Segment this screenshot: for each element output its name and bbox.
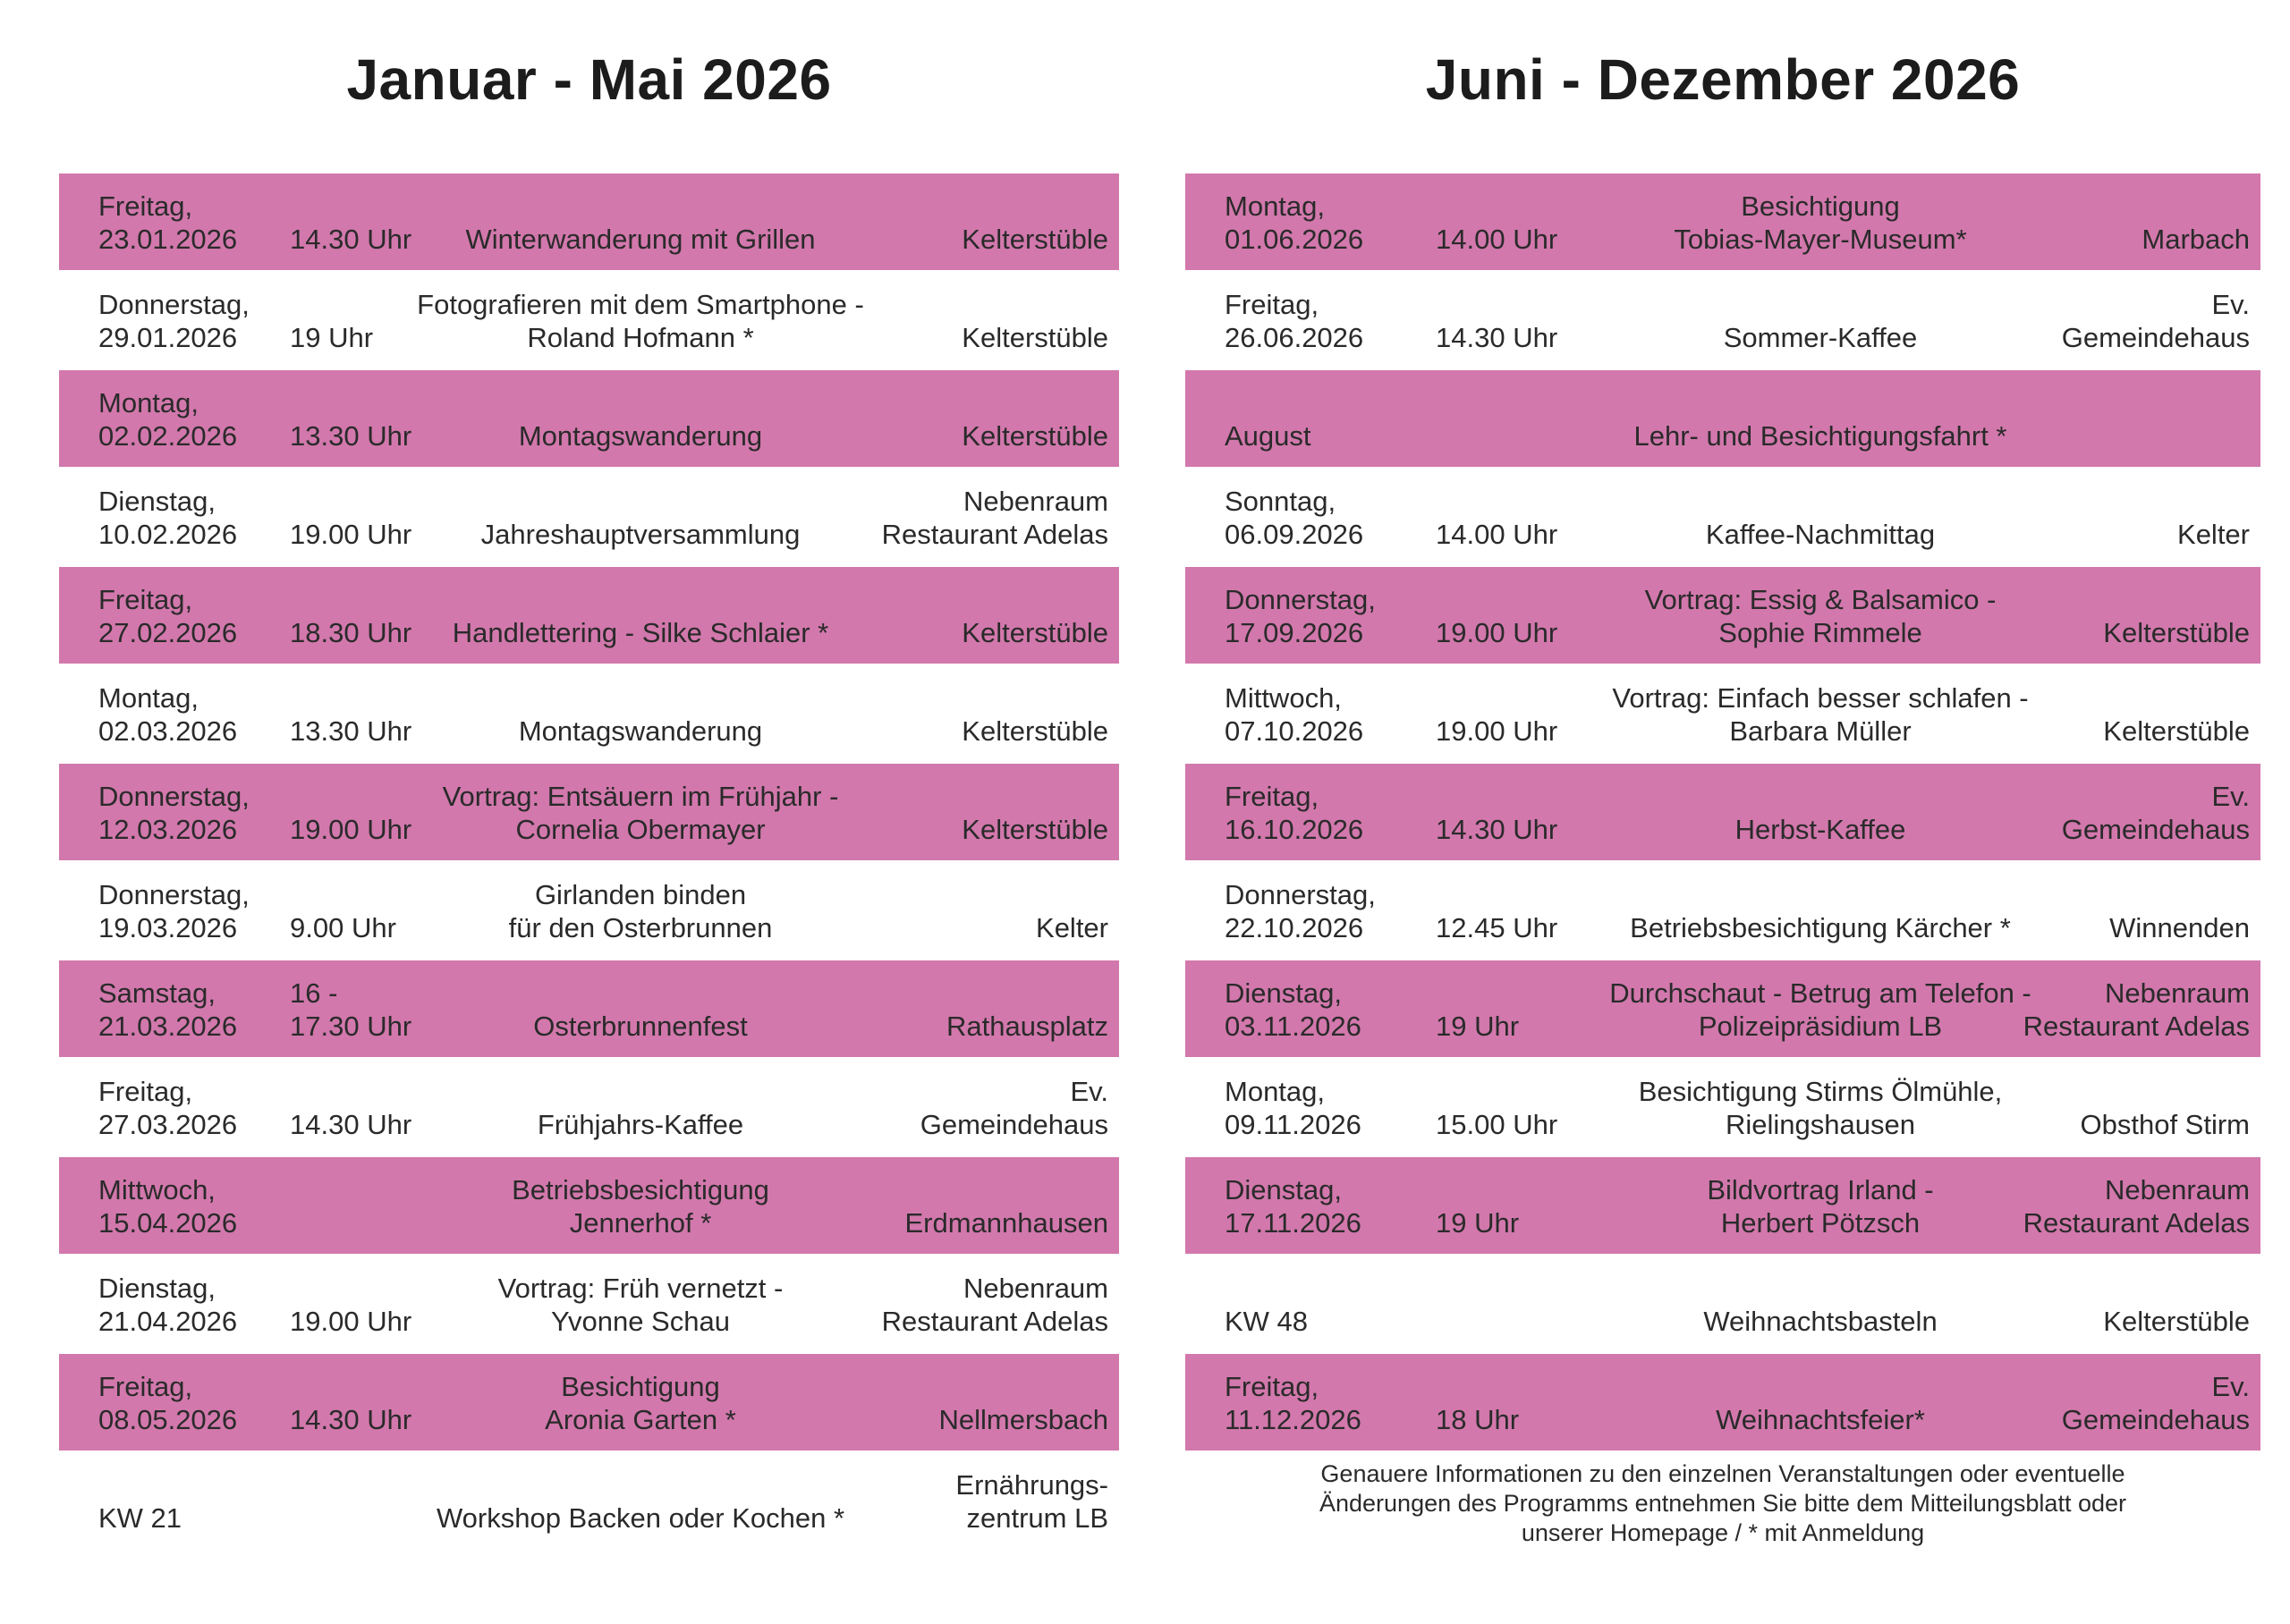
event-title: Weihnachtsfeier* <box>1716 1404 1925 1435</box>
event-time: 14.00 Uhr <box>1436 519 1558 550</box>
event-time: 19 Uhr <box>1436 1207 1520 1239</box>
event-weekday: Donnerstag, <box>98 879 250 910</box>
event-weekday: Freitag, <box>1225 289 1319 320</box>
event-date <box>1225 681 1363 748</box>
event-location: Ev. Gemeindehaus <box>2061 289 2250 353</box>
event-time: 19 Uhr <box>1436 1011 1520 1042</box>
event-date <box>98 386 237 453</box>
footnote: Genauere Informationen zu den einzelnen Veranstaltungen oder eventuelle Änderungen des Programms entnehmen Sie bitte dem Mitteilungsblatt oder unserer Homepage / * mit Anmeldung <box>1319 1460 2126 1546</box>
column-title: Juni - Dezember 2026 <box>1425 47 2021 112</box>
event-date <box>98 878 250 944</box>
event-date <box>98 1272 237 1338</box>
event-title: Jahreshauptversammlung <box>480 519 801 550</box>
event-weekday: Mittwoch, <box>1225 682 1342 714</box>
event-weekday: Freitag, <box>98 190 193 222</box>
event-location: Nebenraum Restaurant Adelas <box>2023 977 2250 1042</box>
event-time: 9.00 Uhr <box>290 912 396 943</box>
event-date-value: 15.04.2026 <box>98 1207 238 1239</box>
event-location: Kelter <box>2177 519 2250 550</box>
event-row <box>59 960 1119 1057</box>
event-title: Workshop Backen oder Kochen * <box>436 1502 845 1534</box>
event-location: Obsthof Stirm <box>2080 1109 2250 1140</box>
event-location: Nebenraum Restaurant Adelas <box>881 1273 1108 1337</box>
event-title: Handlettering - Silke Schlaier * <box>452 617 829 648</box>
event-row <box>1185 1354 2260 1451</box>
event-weekday: Donnerstag, <box>1225 879 1376 910</box>
event-date-value: KW 48 <box>1225 1306 1309 1337</box>
event-date <box>1225 485 1363 551</box>
event-date-value: 29.01.2026 <box>98 322 238 353</box>
event-row <box>59 370 1119 467</box>
event-weekday: Sonntag, <box>1225 486 1336 517</box>
event-date-value: 12.03.2026 <box>98 814 238 845</box>
event-location: Ev. Gemeindehaus <box>2061 781 2250 845</box>
event-weekday: Montag, <box>98 682 199 714</box>
event-time: 14.30 Uhr <box>1436 814 1558 845</box>
event-time: 18 Uhr <box>1436 1404 1520 1435</box>
event-date-value: 11.12.2026 <box>1225 1404 1361 1435</box>
event-row <box>59 862 1119 959</box>
event-date-value: 02.02.2026 <box>98 420 238 452</box>
event-location: Nebenraum Restaurant Adelas <box>881 486 1108 550</box>
event-location: Kelterstüble <box>962 420 1108 452</box>
event-date-value: 19.03.2026 <box>98 912 238 943</box>
event-title: Kaffee-Nachmittag <box>1705 519 1936 550</box>
event-row <box>59 1059 1119 1155</box>
event-weekday: Dienstag, <box>1225 977 1342 1009</box>
event-date-value: 09.11.2026 <box>1225 1109 1361 1140</box>
event-row <box>1185 1157 2260 1254</box>
event-title: Vortrag: Früh vernetzt - Yvonne Schau <box>497 1273 784 1337</box>
event-time: 13.30 Uhr <box>290 420 412 452</box>
event-title: Weihnachtsbasteln <box>1703 1306 1938 1337</box>
event-title: Betriebsbesichtigung Jennerhof * <box>512 1174 769 1239</box>
event-row <box>1185 1256 2260 1352</box>
event-date-value: 21.03.2026 <box>98 1011 238 1042</box>
event-date <box>98 485 237 551</box>
event-date <box>1225 780 1363 846</box>
event-location: Kelterstüble <box>962 715 1108 747</box>
event-date <box>1225 878 1376 944</box>
event-row <box>1185 173 2260 270</box>
event-title: Bildvortrag Irland - Herbert Pötzsch <box>1707 1174 1934 1239</box>
event-date <box>1225 1305 1308 1338</box>
event-date-value: 03.11.2026 <box>1225 1011 1361 1042</box>
event-title: Montagswanderung <box>518 715 763 747</box>
event-location: Erdmannhausen <box>904 1207 1108 1239</box>
event-weekday: Samstag, <box>98 977 216 1009</box>
event-row <box>1185 665 2260 762</box>
event-row <box>59 173 1119 270</box>
event-date <box>1225 583 1376 649</box>
event-time: 12.45 Uhr <box>1436 912 1558 943</box>
event-time: 14.00 Uhr <box>1436 224 1558 255</box>
event-list <box>59 173 1119 1551</box>
event-row <box>59 1157 1119 1254</box>
event-date <box>98 190 237 256</box>
event-weekday: Freitag, <box>98 1371 193 1402</box>
event-title: Sommer-Kaffee <box>1723 322 1918 353</box>
event-weekday: Donnerstag, <box>98 289 250 320</box>
event-weekday: Freitag, <box>98 584 193 615</box>
event-date <box>98 780 250 846</box>
event-title: Besichtigung Aronia Garten * <box>545 1371 736 1435</box>
event-time: 19 Uhr <box>290 322 374 353</box>
event-time: 14.30 Uhr <box>290 1109 412 1140</box>
event-weekday: Freitag, <box>1225 781 1319 812</box>
event-row <box>1185 960 2260 1057</box>
event-title: Vortrag: Entsäuern im Frühjahr - Cornelia Obermayer <box>442 781 839 845</box>
event-time: 14.30 Uhr <box>1436 322 1558 353</box>
event-date <box>98 1075 237 1141</box>
event-weekday: Freitag, <box>98 1076 193 1107</box>
event-time: 19.00 Uhr <box>1436 715 1558 747</box>
event-location: Kelterstüble <box>2103 1306 2250 1337</box>
event-date <box>1225 190 1363 256</box>
event-date-value: 07.10.2026 <box>1225 715 1364 747</box>
event-time: 19.00 Uhr <box>290 814 412 845</box>
event-title: Osterbrunnenfest <box>533 1011 748 1042</box>
event-title: Herbst-Kaffee <box>1734 814 1906 845</box>
event-row <box>1185 469 2260 565</box>
event-location: Kelter <box>1036 912 1108 943</box>
event-date-value: 27.02.2026 <box>98 617 238 648</box>
event-row <box>1185 764 2260 860</box>
event-weekday: Dienstag, <box>1225 1174 1342 1205</box>
event-title: Winterwanderung mit Grillen <box>465 224 816 255</box>
event-location: Nebenraum Restaurant Adelas <box>2023 1174 2250 1239</box>
event-title: Fotografieren mit dem Smartphone - Roland Hofmann * <box>417 289 864 353</box>
event-date-value: 06.09.2026 <box>1225 519 1364 550</box>
event-row <box>1185 272 2260 368</box>
event-weekday: Montag, <box>1225 190 1326 222</box>
event-title: Besichtigung Stirms Ölmühle, Rielingshausen <box>1638 1076 2003 1140</box>
event-time: 19.00 Uhr <box>1436 617 1558 648</box>
event-date-value: 22.10.2026 <box>1225 912 1364 943</box>
event-date <box>98 1370 237 1436</box>
event-title: Montagswanderung <box>518 420 763 452</box>
event-date-value: August <box>1225 420 1311 452</box>
event-row <box>1185 567 2260 664</box>
event-location: Rathausplatz <box>946 1011 1108 1042</box>
event-location: Kelterstüble <box>962 322 1108 353</box>
event-row <box>59 665 1119 762</box>
event-time: 19.00 Uhr <box>290 1306 412 1337</box>
event-row <box>1185 370 2260 467</box>
event-time: 19.00 Uhr <box>290 519 412 550</box>
event-location: Nellmersbach <box>938 1404 1108 1435</box>
event-date <box>98 681 237 748</box>
event-location: Kelterstüble <box>962 617 1108 648</box>
event-date <box>1225 419 1311 453</box>
column-title: Januar - Mai 2026 <box>346 47 832 112</box>
event-title: Vortrag: Essig & Balsamico - Sophie Rimmele <box>1644 584 1997 648</box>
event-location: Ev. Gemeindehaus <box>920 1076 1108 1140</box>
event-date <box>1225 1370 1361 1436</box>
event-location: Marbach <box>2142 224 2250 255</box>
event-date <box>98 583 237 649</box>
event-date-value: 01.06.2026 <box>1225 224 1364 255</box>
event-weekday: Dienstag, <box>98 1273 216 1304</box>
event-date <box>1225 288 1363 354</box>
event-weekday: Donnerstag, <box>1225 584 1376 615</box>
event-weekday: Montag, <box>1225 1076 1326 1107</box>
event-date-value: 26.06.2026 <box>1225 322 1364 353</box>
event-date-value: KW 21 <box>98 1502 182 1534</box>
event-location: Ev. Gemeindehaus <box>2061 1371 2250 1435</box>
event-date-value: 23.01.2026 <box>98 224 238 255</box>
event-time: 14.30 Uhr <box>290 1404 412 1435</box>
event-time: 15.00 Uhr <box>1436 1109 1558 1140</box>
event-title: Betriebsbesichtigung Kärcher * <box>1630 912 2011 943</box>
event-weekday: Montag, <box>98 387 199 419</box>
event-title: Girlanden binden für den Osterbrunnen <box>508 879 773 943</box>
event-date <box>98 1501 182 1535</box>
event-location: Ernährungs- zentrum LB <box>955 1469 1108 1534</box>
event-weekday: Freitag, <box>1225 1371 1319 1402</box>
event-date <box>98 288 250 354</box>
event-date-value: 17.11.2026 <box>1225 1207 1361 1239</box>
event-row <box>1185 862 2260 959</box>
event-title: Frühjahrs-Kaffee <box>537 1109 744 1140</box>
event-location: Kelterstüble <box>962 224 1108 255</box>
event-list <box>1185 173 2260 1452</box>
event-title: Durchschaut - Betrug am Telefon - Polizeipräsidium LB <box>1609 977 2031 1042</box>
event-date-value: 02.03.2026 <box>98 715 238 747</box>
event-row <box>59 272 1119 368</box>
event-row <box>1185 1059 2260 1155</box>
event-title: Vortrag: Einfach besser schlafen - Barbara Müller <box>1612 682 2029 747</box>
event-time: 14.30 Uhr <box>290 224 412 255</box>
event-row <box>59 469 1119 565</box>
event-date <box>1225 1075 1361 1141</box>
event-row <box>59 567 1119 664</box>
event-weekday: Dienstag, <box>98 486 216 517</box>
event-date-value: 10.02.2026 <box>98 519 238 550</box>
event-date-value: 08.05.2026 <box>98 1404 238 1435</box>
event-time: 16 - 17.30 Uhr <box>290 977 412 1042</box>
event-time: 13.30 Uhr <box>290 715 412 747</box>
event-date <box>98 977 237 1043</box>
event-weekday: Mittwoch, <box>98 1174 216 1205</box>
event-date-value: 21.04.2026 <box>98 1306 238 1337</box>
event-location: Kelterstüble <box>2103 617 2250 648</box>
event-location: Kelterstüble <box>2103 715 2250 747</box>
event-row <box>59 1452 1119 1549</box>
event-date-value: 17.09.2026 <box>1225 617 1364 648</box>
event-row <box>59 764 1119 860</box>
event-title: Lehr- und Besichtigungsfahrt * <box>1633 420 2007 452</box>
event-title: Besichtigung Tobias-Mayer-Museum* <box>1674 190 1967 255</box>
event-location: Kelterstüble <box>962 814 1108 845</box>
event-row <box>59 1354 1119 1451</box>
event-date <box>98 1173 237 1239</box>
event-date <box>1225 977 1361 1043</box>
event-date <box>1225 1173 1361 1239</box>
event-weekday: Donnerstag, <box>98 781 250 812</box>
event-date-value: 16.10.2026 <box>1225 814 1364 845</box>
event-location: Winnenden <box>2109 912 2250 943</box>
event-date-value: 27.03.2026 <box>98 1109 238 1140</box>
event-row <box>59 1256 1119 1352</box>
event-time: 18.30 Uhr <box>290 617 412 648</box>
